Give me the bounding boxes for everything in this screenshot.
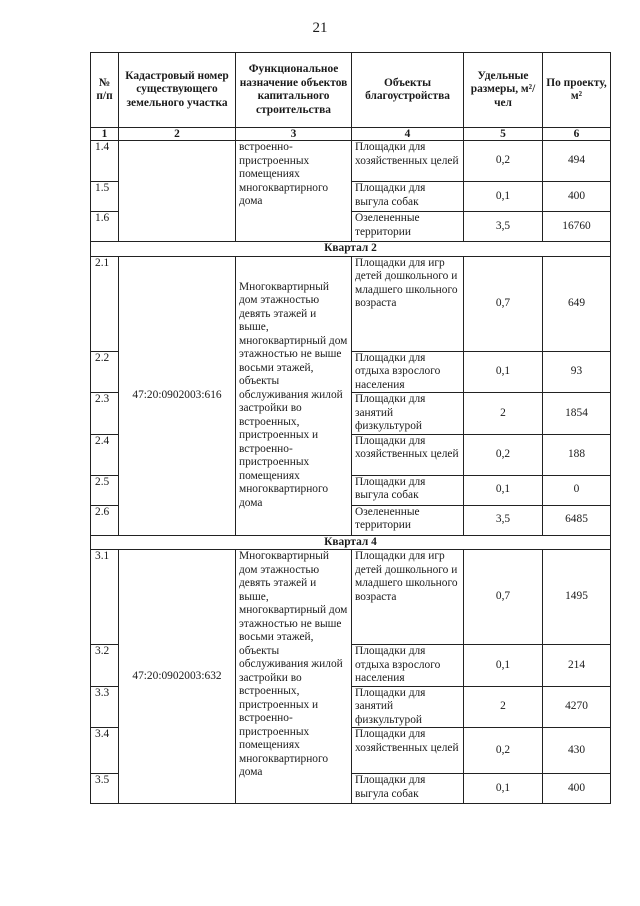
- unit-size-cell: 0,1: [464, 351, 543, 393]
- object-cell: Площадки для хозяйственных целей: [352, 728, 464, 774]
- object-cell: Площадки для хозяйственных целей: [352, 141, 464, 182]
- unit-size-cell: 3,5: [464, 505, 543, 535]
- column-number: 2: [119, 128, 236, 141]
- purpose-cell: Многоквартирный дом этажностью девять этажей и выше, многоквартирный дом этажностью не выше восьми этажей, объекты обслуживания жилой застройки во встроенных, пристроенных и встроенно-пристроенных помещениях многоквартирного дома: [236, 256, 352, 535]
- header-num: № п/п: [91, 53, 119, 128]
- project-cell: 494: [543, 141, 611, 182]
- unit-size-cell: 0,2: [464, 728, 543, 774]
- unit-size-cell: 0,2: [464, 141, 543, 182]
- header-unit-size: Удельные размеры, м²/чел: [464, 53, 543, 128]
- object-cell: Площадки для игр детей дошкольного и младшего школьного возраста: [352, 550, 464, 645]
- object-cell: Площадки для выгула собак: [352, 774, 464, 804]
- project-cell: 214: [543, 645, 611, 687]
- project-cell: 6485: [543, 505, 611, 535]
- project-cell: 649: [543, 256, 611, 351]
- object-cell: Площадки для выгула собак: [352, 182, 464, 212]
- row-number: 3.1: [91, 550, 119, 645]
- header-row: [91, 53, 611, 128]
- section-title: Квартал 4: [91, 535, 611, 550]
- cadastral-cell-empty: [119, 141, 236, 242]
- project-cell: 430: [543, 728, 611, 774]
- object-cell: Озелененные территории: [352, 505, 464, 535]
- row-number: 1.4: [91, 141, 119, 182]
- row-number: 3.4: [91, 728, 119, 774]
- project-cell: 400: [543, 182, 611, 212]
- object-cell: Площадки для занятий физкультурой: [352, 686, 464, 728]
- object-cell: Озелененные территории: [352, 212, 464, 242]
- object-cell: Площадки для хозяйственных целей: [352, 434, 464, 475]
- header-objects: Объекты благоустройства: [352, 53, 464, 128]
- unit-size-cell: 2: [464, 686, 543, 728]
- unit-size-cell: 0,1: [464, 182, 543, 212]
- column-number: 6: [543, 128, 611, 141]
- row-number: 3.5: [91, 774, 119, 804]
- cadastral-number: 47:20:0902003:632: [119, 550, 236, 804]
- object-cell: Площадки для занятий физкультурой: [352, 393, 464, 435]
- column-number: 3: [236, 128, 352, 141]
- header-project: По проекту, м²: [543, 53, 611, 128]
- row-number: 2.2: [91, 351, 119, 393]
- header-cadastral: Кадастровый номер существующего земельного участка: [119, 53, 236, 128]
- project-cell: 400: [543, 774, 611, 804]
- column-number: 5: [464, 128, 543, 141]
- table-row: [91, 550, 611, 645]
- column-number: 1: [91, 128, 119, 141]
- project-cell: 93: [543, 351, 611, 393]
- project-cell: 4270: [543, 686, 611, 728]
- header-purpose: Функциональное назначение объектов капитального строительства: [236, 53, 352, 128]
- purpose-cell: встроенно-пристроенных помещениях многоквартирного дома: [236, 141, 352, 242]
- object-cell: Площадки для отдыха взрослого населения: [352, 645, 464, 687]
- project-cell: 16760: [543, 212, 611, 242]
- unit-size-cell: 3,5: [464, 212, 543, 242]
- row-number: 3.2: [91, 645, 119, 687]
- unit-size-cell: 0,7: [464, 550, 543, 645]
- page-number: 21: [312, 20, 328, 36]
- row-number: 1.5: [91, 182, 119, 212]
- unit-size-cell: 2: [464, 393, 543, 435]
- project-cell: 1854: [543, 393, 611, 435]
- section-row: [91, 242, 611, 257]
- purpose-cell: Многоквартирный дом этажностью девять этажей и выше, многоквартирный дом этажностью не выше восьми этажей, объекты обслуживания жилой застройки во встроенных, пристроенных и встроенно-пристроенных помещениях многоквартирного дома: [236, 550, 352, 804]
- unit-size-cell: 0,1: [464, 645, 543, 687]
- column-number: 4: [352, 128, 464, 141]
- object-cell: Площадки для выгула собак: [352, 475, 464, 505]
- project-cell: 188: [543, 434, 611, 475]
- column-number-row: [91, 128, 611, 141]
- row-number: 1.6: [91, 212, 119, 242]
- row-number: 2.4: [91, 434, 119, 475]
- row-number: 2.6: [91, 505, 119, 535]
- section-row: [91, 535, 611, 550]
- row-number: 2.3: [91, 393, 119, 435]
- table-row: [91, 141, 611, 182]
- section-title: Квартал 2: [91, 242, 611, 257]
- unit-size-cell: 0,2: [464, 434, 543, 475]
- cadastral-number: 47:20:0902003:616: [119, 256, 236, 535]
- project-cell: 0: [543, 475, 611, 505]
- improvement-objects-table: [90, 52, 611, 804]
- unit-size-cell: 0,1: [464, 774, 543, 804]
- row-number: 3.3: [91, 686, 119, 728]
- unit-size-cell: 0,1: [464, 475, 543, 505]
- project-cell: 1495: [543, 550, 611, 645]
- unit-size-cell: 0,7: [464, 256, 543, 351]
- row-number: 2.1: [91, 256, 119, 351]
- object-cell: Площадки для игр детей дошкольного и младшего школьного возраста: [352, 256, 464, 351]
- table-row: [91, 256, 611, 351]
- object-cell: Площадки для отдыха взрослого населения: [352, 351, 464, 393]
- row-number: 2.5: [91, 475, 119, 505]
